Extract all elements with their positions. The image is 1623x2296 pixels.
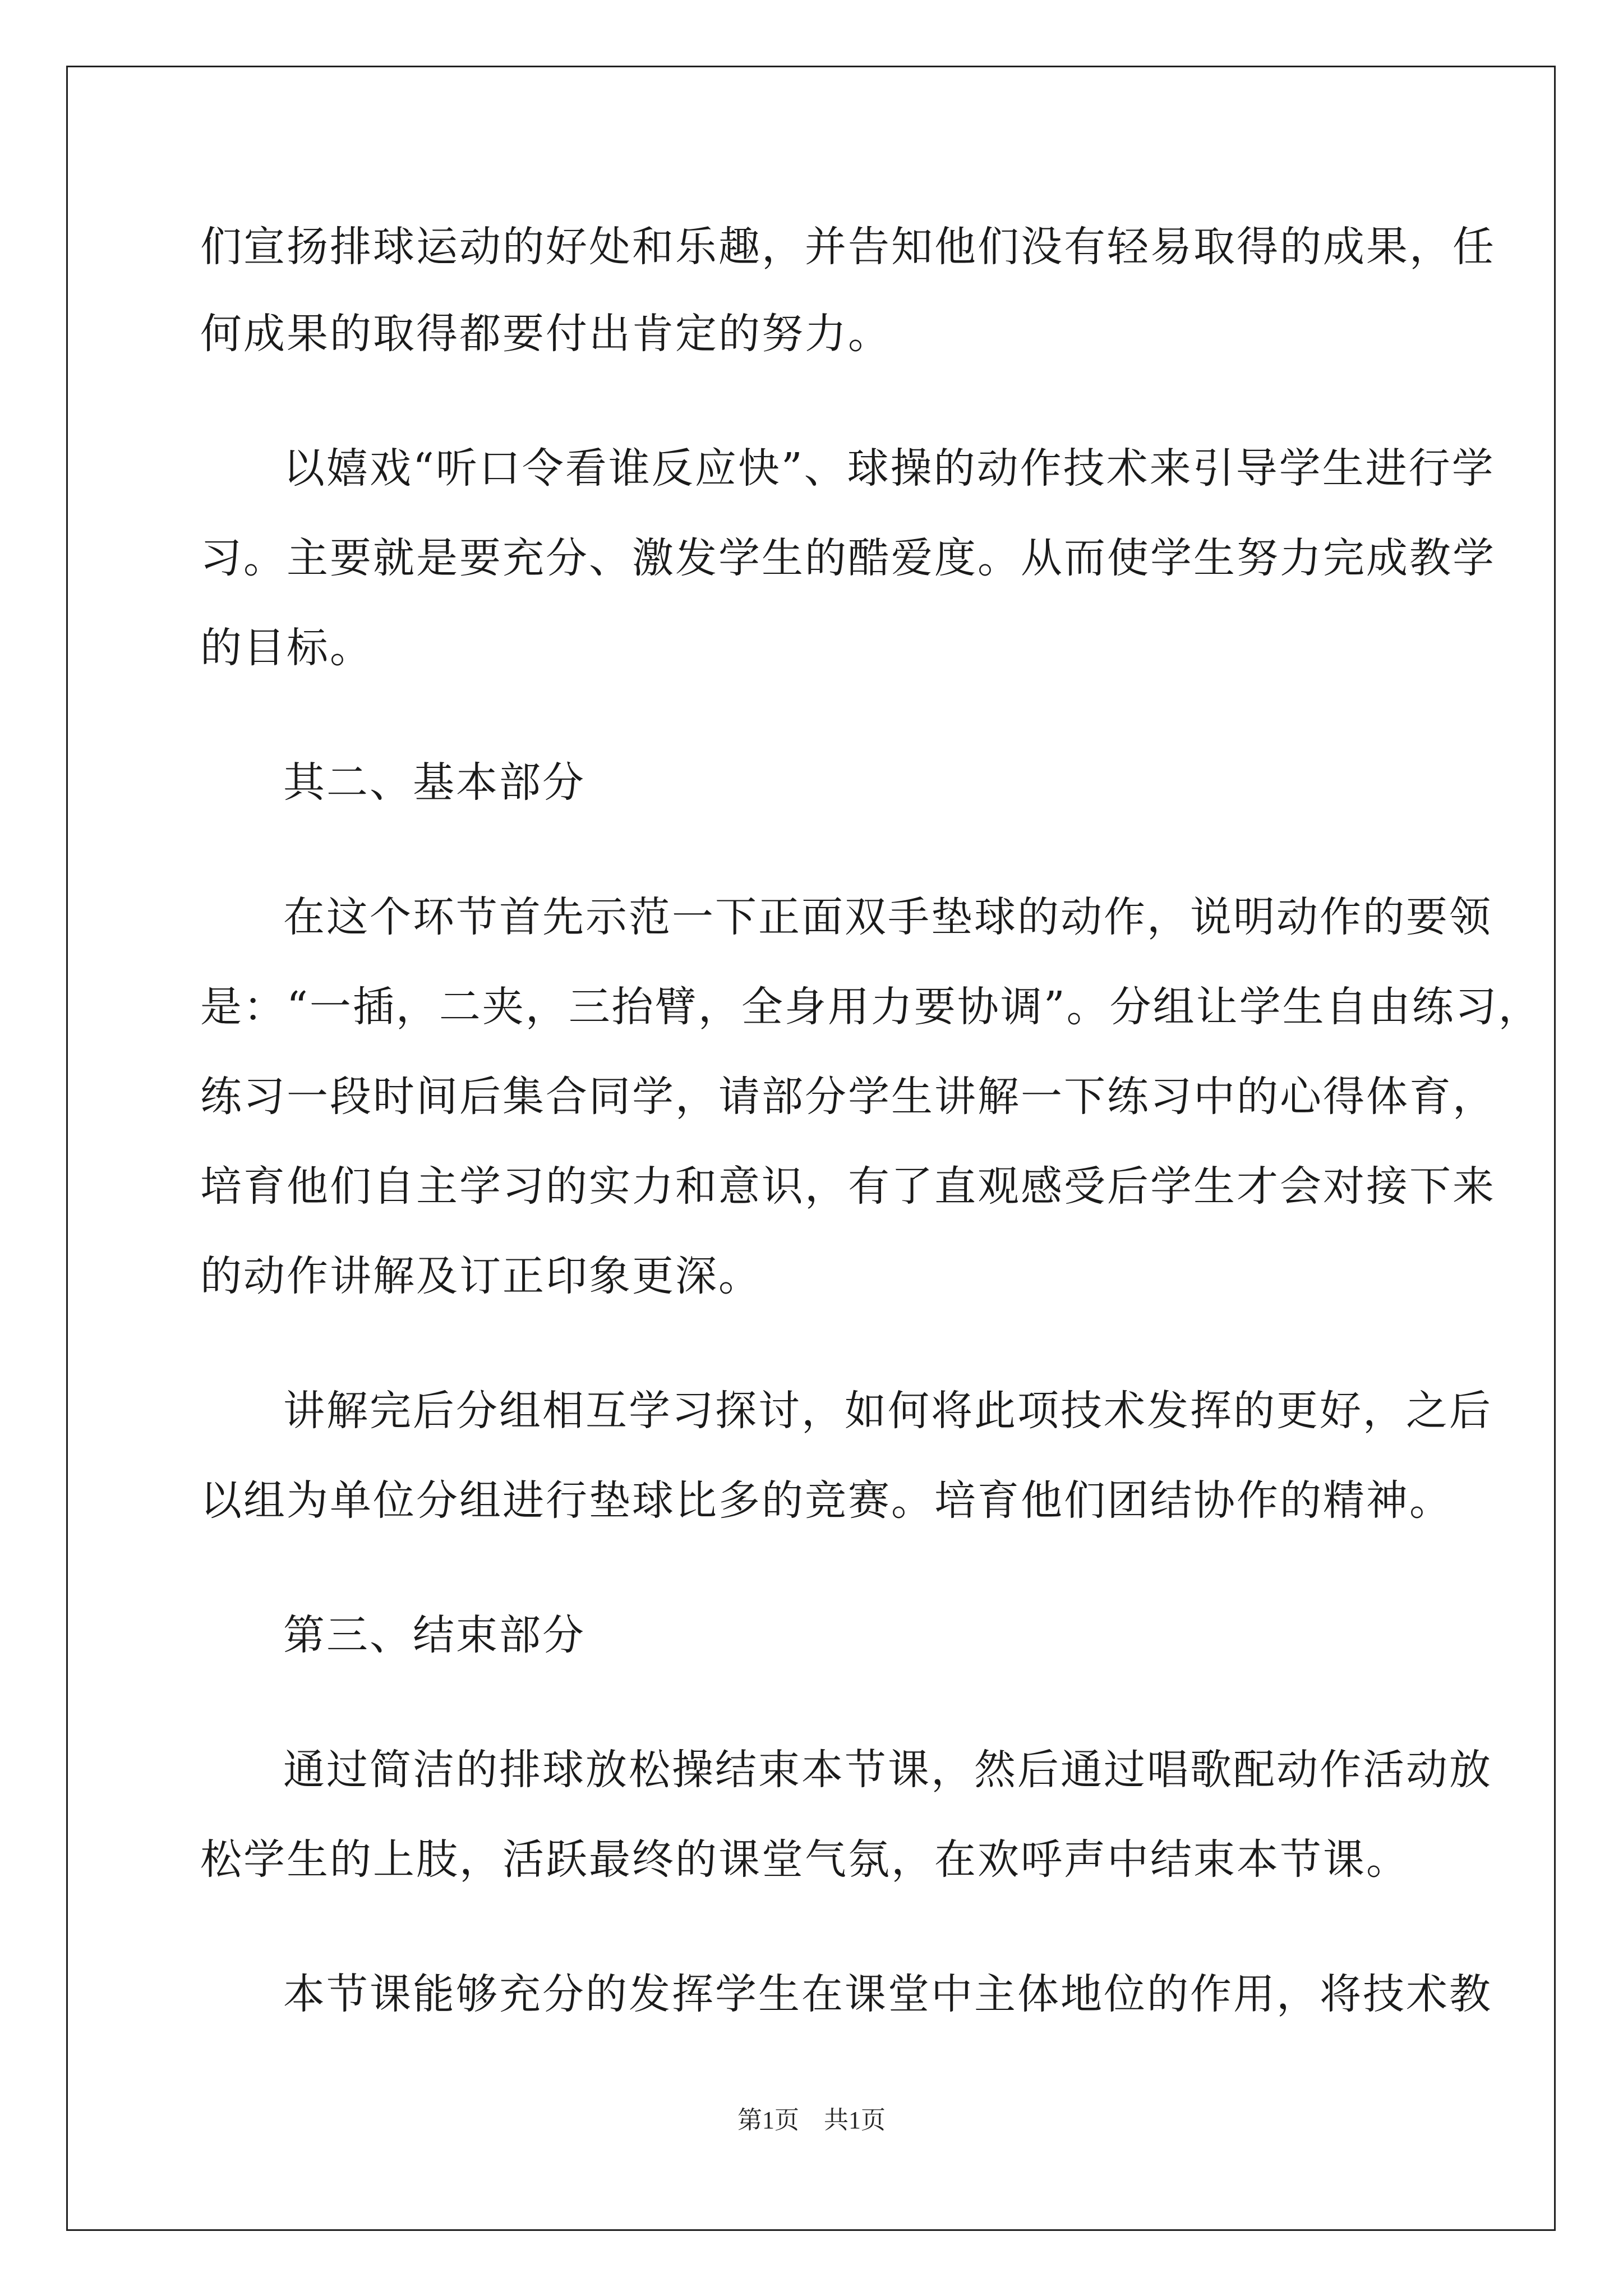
text-line: 松学生的上肢，活跃最终的课堂气氛，在欢呼声中结束本节课。: [200, 1835, 1409, 1884]
text-line: 们宣扬排球运动的好处和乐趣，并告知他们没有轻易取得的成果，任: [200, 223, 1496, 271]
text-line: 本节课能够充分的发挥学生在课堂中主体地位的作用，将技术教: [283, 1970, 1492, 2018]
page-number-footer: 第1页 共1页: [737, 2106, 886, 2134]
text-line: 通过简洁的排球放松操结束本节课，然后通过唱歌配动作活动放: [283, 1746, 1492, 1794]
text-line: 在这个环节首先示范一下正面双手垫球的动作，说明动作的要领: [283, 893, 1492, 941]
text-line: 讲解完后分组相互学习探讨，如何将此项技术发挥的更好，之后: [283, 1387, 1492, 1435]
text-line: 是：“一插，二夹，三抬臂，全身用力要协调”。分组让学生自由练习，: [200, 983, 1542, 1031]
text-line: 练习一段时间后集合同学，请部分学生讲解一下练习中的心得体育，: [200, 1073, 1496, 1121]
text-line: 何成果的取得都要付出肯定的努力。: [200, 310, 891, 358]
text-line: 以组为单位分组进行垫球比多的竞赛。培育他们团结协作的精神。: [200, 1476, 1453, 1525]
section-heading: 第三、结束部分: [283, 1611, 585, 1659]
text-line: 的动作讲解及订正印象更深。: [200, 1252, 762, 1300]
text-line: 培育他们自主学习的实力和意识，有了直观感受后学生才会对接下来: [200, 1162, 1496, 1211]
text-line: 以嬉戏“听口令看谁反应快”、球操的动作技术来引导学生进行学: [283, 444, 1495, 493]
section-heading: 其二、基本部分: [283, 758, 585, 807]
text-line: 的目标。: [200, 624, 373, 672]
text-line: 习。主要就是要充分、激发学生的酷爱度。从而使学生努力完成教学: [200, 534, 1496, 582]
page-border: [66, 66, 1556, 2231]
